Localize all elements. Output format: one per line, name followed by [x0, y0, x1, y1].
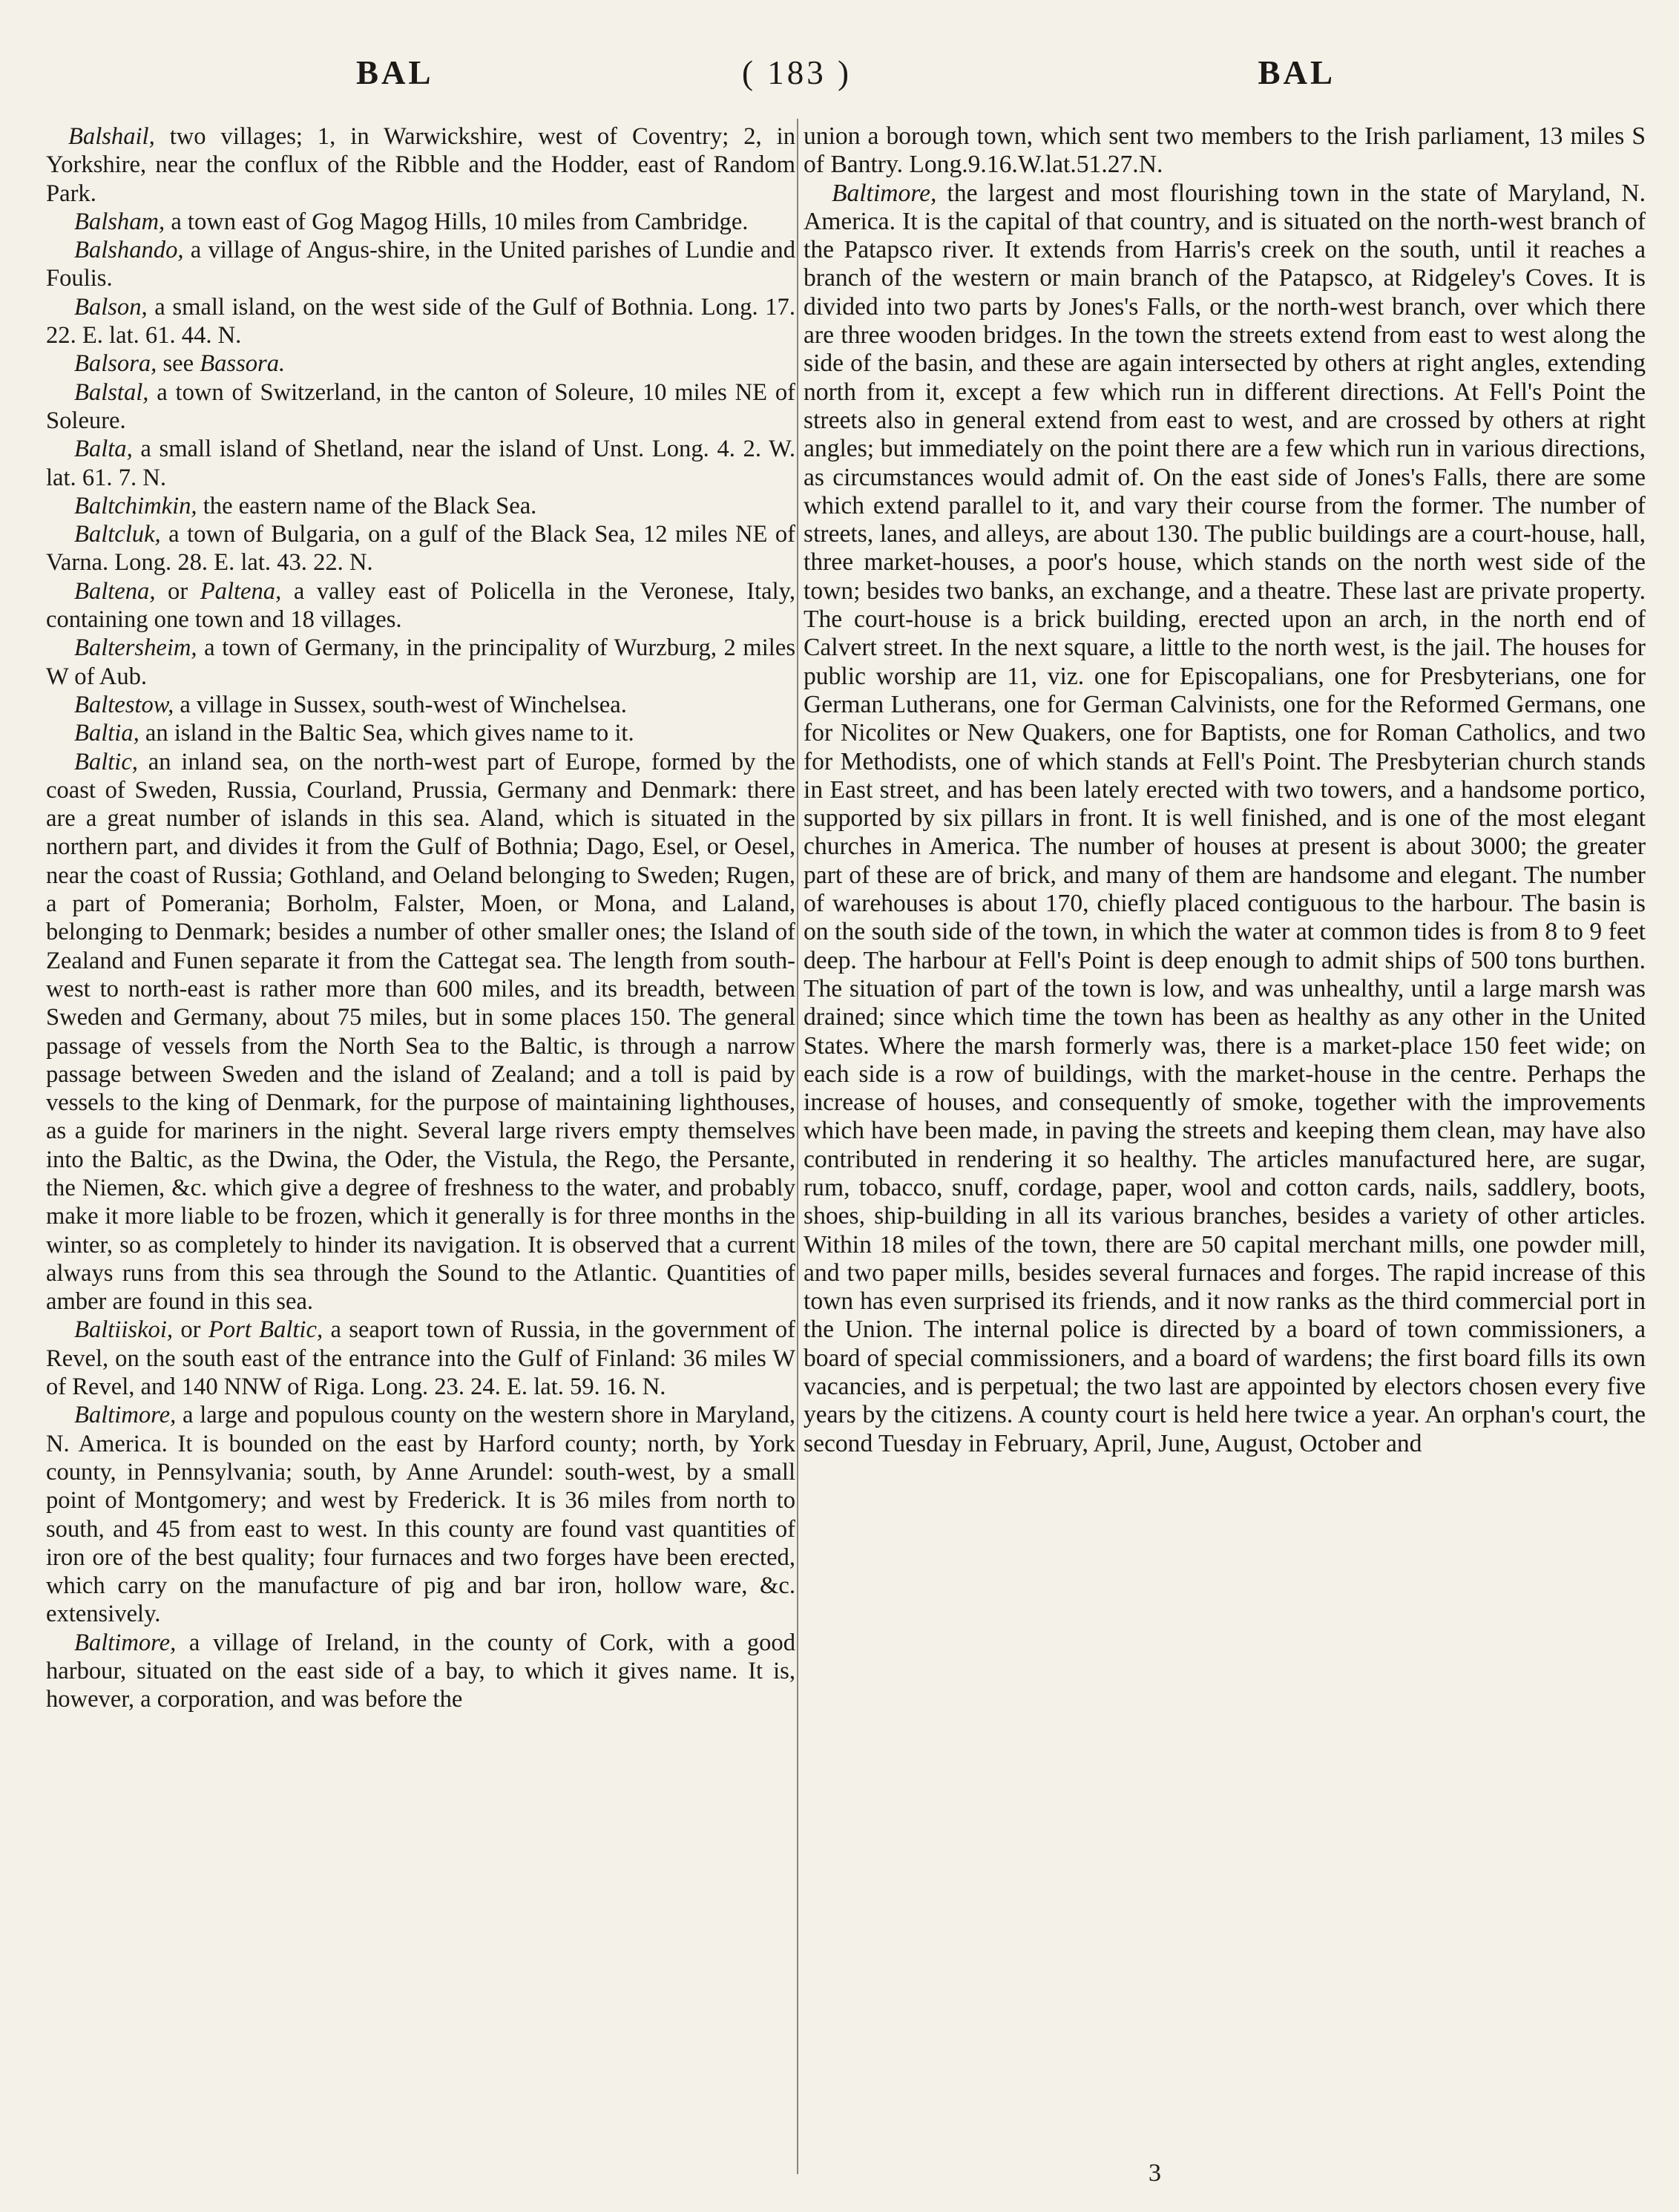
- entry: [46, 435, 795, 492]
- entry-head: Balsora,: [74, 350, 157, 378]
- entry: [46, 293, 795, 350]
- entry-text: or: [155, 577, 200, 605]
- entry-text: an inland sea, on the north-west part of Europe, formed by the coast of Sweden, Russia, Courland, Prussia, Germany and Denmark: there are a great number of islands in this sea. Aland, which is situated in the northern part, and divides it from the Gulf of Bothnia; Dago, Esel, or Oesel, near the coast of Russia; Gothland, and Oeland belonging to Sweden; Rugen, a part of Pomerania; Borholm, Falster, Moen, or Mona, and Laland, belonging to Denmark; besides a number of other smaller ones; the Island of Zealand and Funen separate it from the Cattegat sea. The length from south-west to north-east is rather more than 600 miles, and its breadth, between Sweden and Germany, about 75 miles, but in some places 150. The general passage of vessels from the North Sea to the Baltic, is through a narrow passage between Sweden and the island of Zealand; and a toll is paid by vessels to the king of Denmark, for the purpose of maintaining lighthouses, as a guide for mariners in the night. Several large rivers empty themselves into the Baltic, as the Dwina, the Oder, the Vistula, the Rego, the Persante, the Niemen, &c. which give a degree of freshness to the water, and probably make it more liable to be frozen, which it generally is for three months in the winter, so as completely to hinder its navigation. It is observed that a current always runs from this sea through the Sound to the Atlantic. Quantities of amber are found in this sea.: [46, 748, 795, 1316]
- entry-text: a small island, on the west side of the Gulf of Bothnia. Long. 17. 22. E. lat. 61. 44. N.: [46, 293, 795, 349]
- entry-head: Balta,: [74, 436, 133, 463]
- entry: [46, 236, 795, 293]
- entry-head: Balshail,: [68, 123, 155, 150]
- entry: [804, 180, 1646, 1458]
- entry: [46, 634, 795, 691]
- entry: [46, 1629, 795, 1714]
- entry-text: a village in Sussex, south-west of Winchelsea.: [174, 691, 627, 718]
- header-left: BAL: [356, 54, 434, 91]
- entry-text-2: a seaport town of Russia, in the government of Revel, on the south east of the entrance into the Gulf of Finland: 36 miles W of Revel, and 140 NNW of Riga. Long. 23. 24. E. lat. 59. 16. N.: [46, 1316, 795, 1401]
- entry-text: see: [157, 350, 200, 378]
- entry-head: Balshando,: [74, 237, 184, 264]
- header-right: BAL: [1258, 54, 1335, 91]
- entry: [46, 492, 795, 520]
- entry-head: Baltimore,: [74, 1402, 177, 1429]
- entry: [46, 1401, 795, 1628]
- entry-head: Balsham,: [74, 208, 165, 235]
- entry-text: a small island of Shetland, near the island of Unst. Long. 4. 2. W. lat. 61. 7. N.: [46, 436, 795, 491]
- entry-alt-head: Port Baltic,: [208, 1316, 323, 1344]
- entry-head: Balstal,: [74, 378, 149, 406]
- entry: [46, 349, 795, 378]
- entry: [46, 691, 795, 719]
- entry-text: a town of Germany, in the principality of Wurzburg, 2 miles W of Aub.: [46, 634, 795, 690]
- entry-text: the largest and most flourishing town in the state of Maryland, N. America. It is the capital of that country, and is situated on the north-west branch of the Patapsco river. It extends from Harris's creek on the south, until it reaches a branch of the western or main branch of the Patapsco, at Ridgeley's Coves. It is divided into two parts by Jones's Falls, or the north-west branch, over which there are three wooden bridges. In the town the streets extend from east to west along the side of the basin, and these are again intersected by others at right angles, extending north from it, except a few which run in different directions. At Fell's Point the streets also in general extend from east to west, and are crossed by others at right angles; but immediately on the point there are a few which run in various directions, as circumstances would admit of. On the east side of Jones's Falls, there are some which extend parallel to it, and vary their course from the former. The number of streets, lanes, and alleys, are about 130. The public buildings are a court-house, hall, three market-houses, a poor's house, which stands on the north west side of the town; besides two banks, an exchange, and a theatre. These last are private property. The court-house is a brick building, erected upon an arch, in the north end of Calvert street. In the next square, a little to the north west, is the jail. The houses for public worship are 11, viz. one for Episcopalians, one for Presbyterians, one for German Lutherans, one for German Calvinists, one for the Reformed Germans, one for Nicolites or New Quakers, one for Baptists, one for Roman Catholics, and two for Methodists, one of which stands at Fell's Point. The Presbyterian church stands in East street, and has been lately erected with two towers, and a handsome portico, supported by six pillars in front. It is well finished, and is one of the most elegant churches in America. The number of houses at present is about 3000; the greater part of these are of brick, and many of them are handsome and elegant. The number of warehouses is about 170, chiefly placed contiguous to the harbour. The basin is on the south side of the town, in which the water at common tides is from 8 to 9 feet deep. The harbour at Fell's Point is deep enough to admit ships of 500 tons burthen. The situation of part of the town is low, and was unhealthy, until a large marsh was drained; since which time the town has been as healthy as any other in the United States. Where the marsh formerly was, there is a market-place 150 feet wide; on each side is a row of buildings, with the market-house in the centre. Perhaps the increase of houses, and consequently of smoke, together with the improvements which have been made, in paving the streets and keeping them clean, may have also contributed in rendering it so healthy. The articles manufactured here, are sugar, rum, tobacco, snuff, cordage, paper, wool and cotton cards, nails, saddlery, boots, shoes, ship-building in all its various branches, besides a variety of other articles. Within 18 miles of the town, there are 50 capital merchant mills, one powder mill, and two paper mills, besides several furnaces and forges. The rapid increase of this town has even surprised its friends, and it now ranks as the third commercial port in the Union. The internal police is directed by a board of town commissioners, a board of special commissioners, and a board of wardens; the first board fills its own vacancies, and is perpetual; the two last are appointed by electors chosen every five years by the citizens. A county court is held here twice a year. An orphan's court, the second Tuesday in February, April, June, August, October and: [804, 179, 1646, 1457]
- entry-head: Baltimore,: [74, 1629, 177, 1656]
- entry: [46, 208, 795, 236]
- entry-head: Baltersheim,: [74, 634, 197, 662]
- entry-head: Baltiiskoi,: [74, 1316, 174, 1344]
- entry: [46, 719, 795, 747]
- entry-text-2: a valley east of Policella in the Veronese, Italy, containing one town and 18 villages.: [46, 577, 795, 634]
- entry-head: Balson,: [74, 293, 148, 321]
- running-header: [356, 53, 1335, 98]
- entry-text: a town of Switzerland, in the canton of Soleure, 10 miles NE of Soleure.: [46, 378, 795, 434]
- entry-text: the eastern name of the Black Sea.: [197, 492, 537, 519]
- entry-head: Baltia,: [74, 720, 139, 747]
- page-number: ( 183 ): [742, 54, 852, 91]
- entry: [46, 577, 795, 634]
- entry-text: a large and populous county on the western shore in Maryland, N. America. It is bounded on the east by Harford county; north, by York county, in Pennsylvania; south, by Anne Arundel: south-west, by a small point of Montgomery; and west by Frederick. It is 36 miles from north to south, and 45 from east to west. In this county are found vast quantities of iron ore of the best quality; four furnaces and two forges have been erected, which carry on the manufacture of pig and bar iron, hollow ware, &c. extensively.: [46, 1402, 795, 1628]
- entry-head: Baltchimkin,: [74, 492, 197, 519]
- entry-continuation: union a borough town, which sent two members to the Irish parliament, 13 miles S of Bantry. Long.9.16.W.lat.51.27.N.: [804, 122, 1646, 179]
- entry-text: a village of Ireland, in the county of Cork, with a good harbour, situated on the east side of a bay, to which it gives name. It is, however, a corporation, and was before the: [46, 1629, 795, 1713]
- entry-crossref: Bassora.: [200, 350, 286, 378]
- entry-text: or: [173, 1316, 208, 1344]
- entry-head: Baltena,: [74, 577, 156, 605]
- entry-alt-head: Paltena,: [200, 577, 282, 605]
- entry: [46, 1316, 795, 1401]
- entry-text: a town east of Gog Magog Hills, 10 miles from Cambridge.: [165, 208, 749, 235]
- entry: [46, 748, 795, 1316]
- entry: [46, 378, 795, 436]
- entry-text: an island in the Baltic Sea, which gives name to it.: [139, 720, 634, 747]
- signature-mark: 3: [1149, 2159, 1161, 2187]
- entry: [46, 122, 795, 208]
- entry-head: Baltcluk,: [74, 521, 161, 548]
- entry-head: Baltestow,: [74, 691, 174, 718]
- entry-head: Baltic,: [74, 748, 138, 775]
- entry-text: a village of Angus-shire, in the United parishes of Lundie and Foulis.: [46, 237, 795, 292]
- entry-head: Baltimore,: [832, 179, 937, 207]
- entry-text: a town of Bulgaria, on a gulf of the Black Sea, 12 miles NE of Varna. Long. 28. E. lat. 43. 22. N.: [46, 521, 795, 577]
- left-column: [46, 122, 795, 1714]
- column-rule: [797, 119, 798, 2174]
- right-column: [804, 122, 1646, 1458]
- entry-text: two villages; 1, in Warwickshire, west of Coventry; 2, in Yorkshire, near the conflux of the Ribble and the Hodder, east of Random Park.: [46, 123, 795, 207]
- entry: [46, 520, 795, 577]
